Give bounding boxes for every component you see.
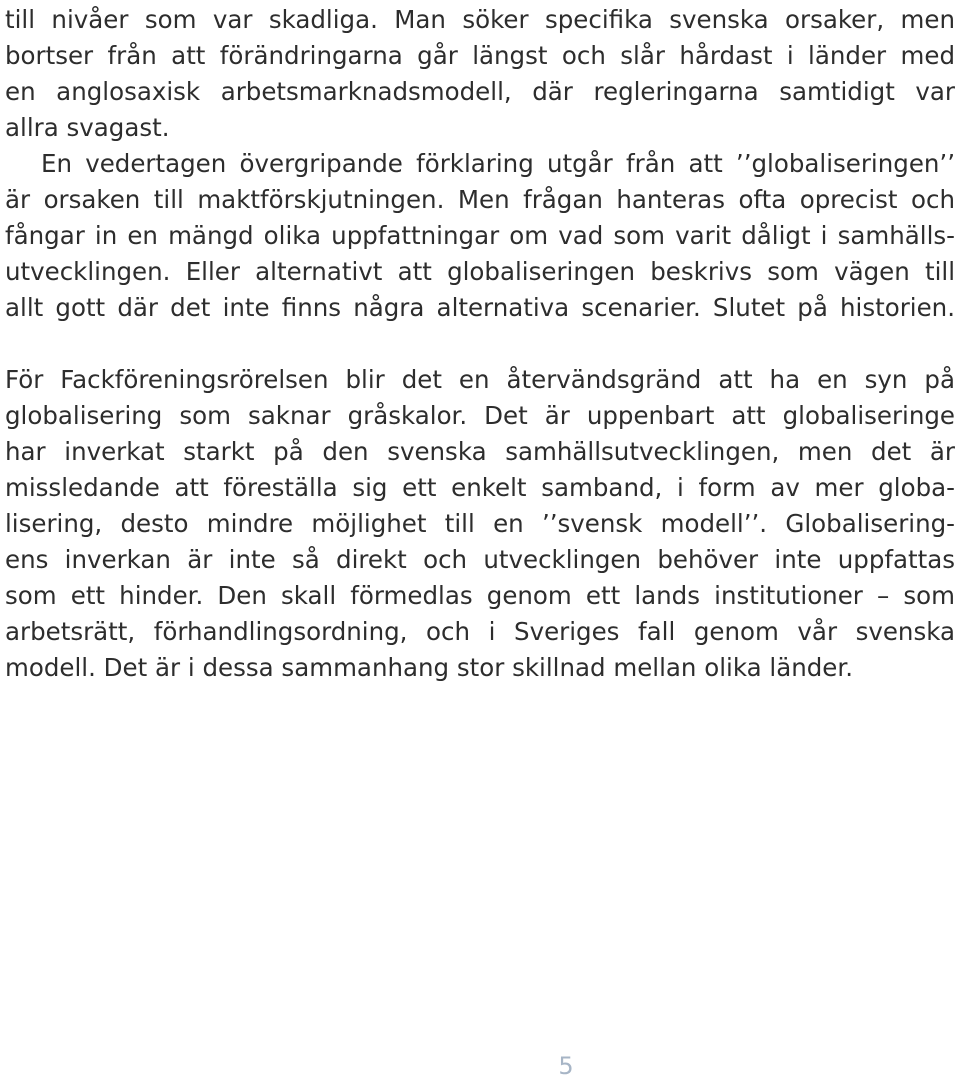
text-line: lisering, desto mindre möjlighet till en ’’svensk modell’’. Globalisering- <box>5 509 955 538</box>
text-line: En vedertagen övergripande förklaring utgår från att ’’globaliseringen’’ <box>41 149 955 178</box>
text-line: fångar in en mängd olika uppfattningar om vad som varit dåligt i samhälls- <box>5 221 955 250</box>
text-line: ens inverkan är inte så direkt och utvecklingen behöver inte uppfattas <box>5 545 955 574</box>
text-line: är orsaken till maktförskjutningen. Men frågan hanteras ofta oprecist och <box>5 185 955 214</box>
page-number: 5 <box>558 1052 574 1080</box>
text-line: missledande att föreställa sig ett enkelt samband, i form av mer globa- <box>5 473 955 502</box>
text-line: allt gott där det inte finns några alternativa scenarier. Slutet på historien. <box>5 293 955 322</box>
text-line: modell. Det är i dessa sammanhang stor skillnad mellan olika länder. <box>5 653 853 682</box>
text-line: För Fackföreningsrörelsen blir det en återvändsgränd att ha en syn på <box>5 365 955 394</box>
text-line: utvecklingen. Eller alternativt att globaliseringen beskrivs som vägen till <box>5 257 955 286</box>
text-line: har inverkat starkt på den svenska samhällsutvecklingen, men det är <box>5 437 955 466</box>
text-line: globalisering som saknar gråskalor. Det är uppenbart att globaliseringe <box>5 401 955 430</box>
text-line: allra svagast. <box>5 113 170 142</box>
text-line: till nivåer som var skadliga. Man söker specifika svenska orsaker, men <box>5 5 955 34</box>
text-line: en anglosaxisk arbetsmarknadsmodell, där regleringarna samtidigt var <box>5 77 955 106</box>
text-line: arbetsrätt, förhandlingsordning, och i Sveriges fall genom vår svenska <box>5 617 955 646</box>
text-line: som ett hinder. Den skall förmedlas genom ett lands institutioner – som <box>5 581 955 610</box>
text-line: bortser från att förändringarna går längst och slår hårdast i länder med <box>5 41 955 70</box>
